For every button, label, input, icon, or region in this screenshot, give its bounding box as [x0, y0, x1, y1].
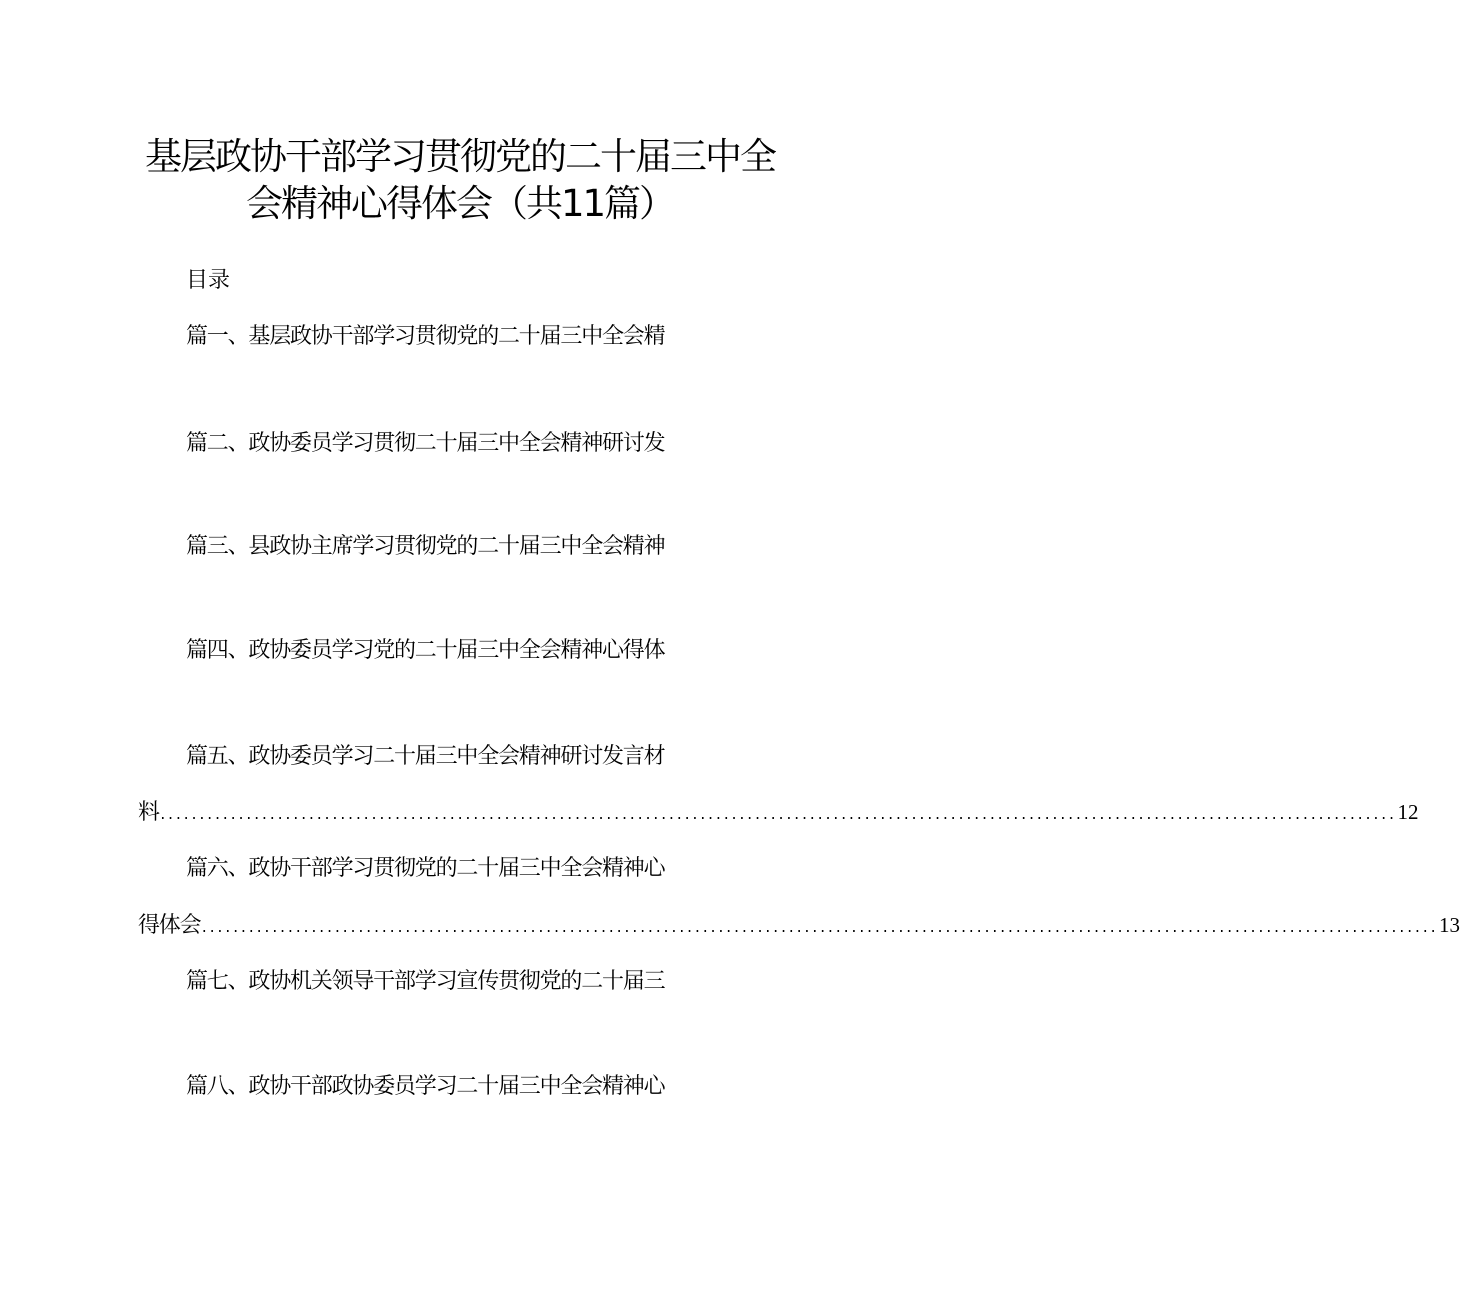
- toc-entry-6-continuation-text: 得体会: [138, 913, 201, 938]
- document-title-line-2: 会精神心得体会（共11篇）: [245, 182, 675, 225]
- toc-entry-8[interactable]: 篇八、政协干部政协委员学习二十届三中全会精神心: [186, 1074, 665, 1099]
- toc-entry-6-continuation[interactable]: [138, 910, 1460, 944]
- toc-leader-dots: ..............................................................................................................................................................: [200, 921, 1438, 936]
- toc-entry-1[interactable]: 篇一、基层政协干部学习贯彻党的二十届三中全会精: [186, 324, 665, 349]
- toc-entry-4[interactable]: 篇四、政协委员学习党的二十届三中全会精神心得体: [186, 638, 665, 663]
- toc-heading: 目录: [186, 268, 231, 293]
- toc-entry-7[interactable]: 篇七、政协机关领导干部学习宣传贯彻党的二十届三: [186, 969, 665, 994]
- toc-entry-5-continuation-text: 料: [138, 800, 159, 825]
- toc-entry-2[interactable]: 篇二、政协委员学习贯彻二十届三中全会精神研讨发: [186, 431, 665, 456]
- toc-entry-5-continuation[interactable]: [138, 797, 1419, 831]
- toc-leader-dots: ..............................................................................................................................................................: [158, 808, 1396, 823]
- toc-entry-5[interactable]: 篇五、政协委员学习二十届三中全会精神研讨发言材: [186, 744, 665, 769]
- toc-entry-6[interactable]: 篇六、政协干部学习贯彻党的二十届三中全会精神心: [186, 856, 665, 881]
- document-title-line-1: 基层政协干部学习贯彻党的二十届三中全: [145, 135, 775, 178]
- toc-entry-3[interactable]: 篇三、县政协主席学习贯彻党的二十届三中全会精神: [186, 534, 665, 559]
- toc-entry-6-page-number: 13: [1439, 913, 1460, 937]
- toc-entry-5-page-number: 12: [1397, 800, 1419, 824]
